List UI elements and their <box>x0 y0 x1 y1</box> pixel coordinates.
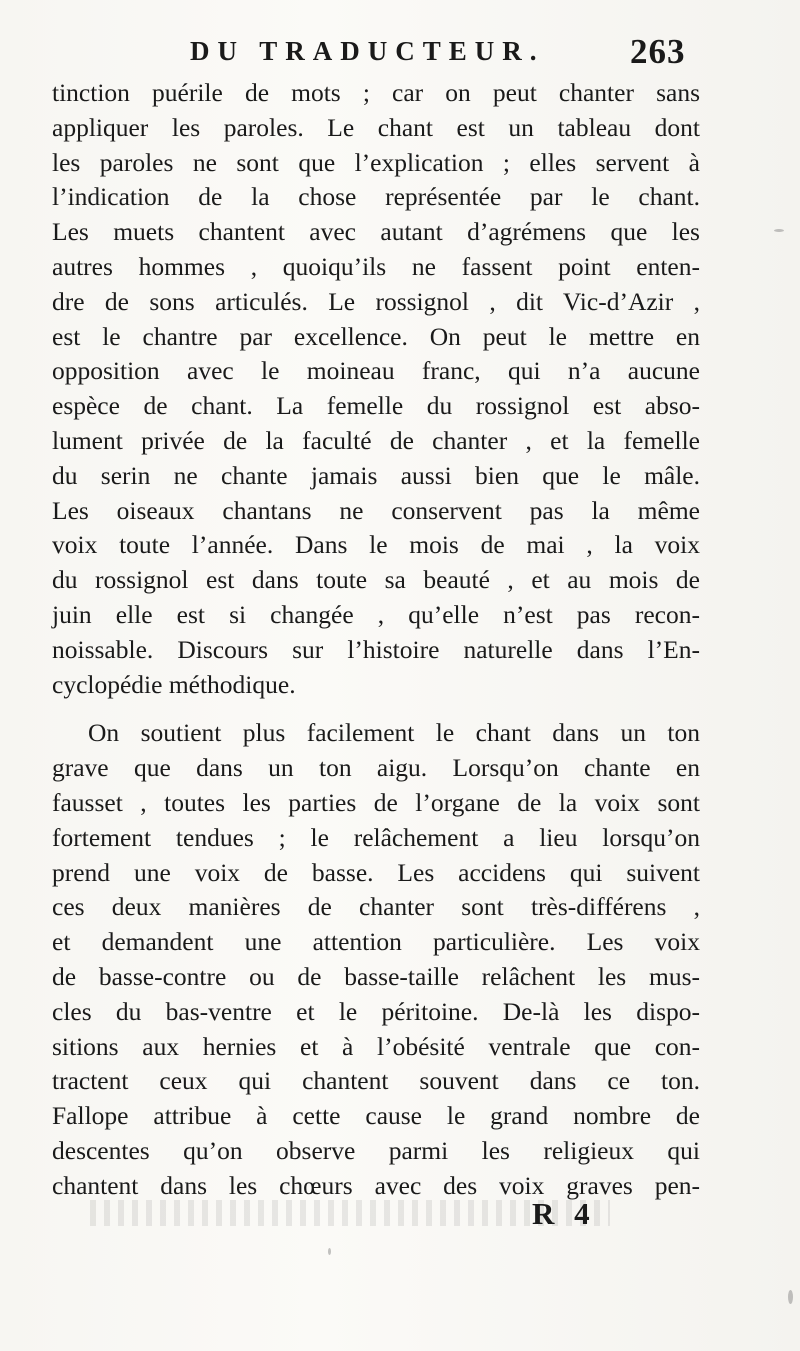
text-line: et demandent une attention particulière. Les voix <box>52 927 700 957</box>
text-line: tractent ceux qui chantent souvent dans ce ton. <box>52 1066 700 1096</box>
text-line: dre de sons articulés. Le rossignol , dit Vic-d’Azir , <box>52 286 700 316</box>
text-line: On soutient plus facilement le chant dans un ton <box>88 718 700 748</box>
text-line: lument privée de la faculté de chanter , et la femelle <box>52 425 700 455</box>
text-line: cles du bas-ventre et le péritoine. De-là les dispo- <box>52 996 700 1026</box>
text-line: de basse-contre ou de basse-taille relâchent les mus- <box>52 961 700 991</box>
text-line: noissable. Discours sur l’histoire naturelle dans l’En- <box>52 634 700 664</box>
page-number: 263 <box>630 32 686 71</box>
text-line: appliquer les paroles. Le chant est un tableau dont <box>52 112 700 142</box>
text-line: voix toute l’année. Dans le mois de mai , la voix <box>52 530 700 560</box>
body-text <box>52 76 700 1204</box>
paragraph-gap <box>52 702 700 716</box>
ink-speck <box>328 1248 331 1255</box>
text-line: sitions aux hernies et à l’obésité ventrale que con- <box>52 1031 700 1061</box>
text-line: descentes qu’on observe parmi les religieux qui <box>52 1135 700 1165</box>
ink-speck <box>774 229 784 232</box>
text-line: les paroles ne sont que l’explication ; elles servent à <box>52 147 700 177</box>
text-line: grave que dans un ton aigu. Lorsqu’on chante en <box>52 753 700 783</box>
text-line: est le chantre par excellence. On peut le mettre en <box>52 321 700 351</box>
text-line: autres hommes , quoiqu’ils ne fassent point enten- <box>52 251 700 281</box>
text-line: tinction puérile de mots ; car on peut chanter sans <box>52 78 700 107</box>
text-line: juin elle est si changée , qu’elle n’est pas recon- <box>52 599 700 629</box>
text-line: opposition avec le moineau franc, qui n’a aucune <box>52 356 700 386</box>
text-line: l’indication de la chose représentée par le chant. <box>52 182 700 212</box>
paragraph <box>52 716 700 1203</box>
signature-mark: R 4 <box>532 1196 596 1231</box>
text-line: Les oiseaux chantans ne conservent pas la même <box>52 495 700 525</box>
paragraph <box>52 76 700 702</box>
text-line: Fallope attribue à cette cause le grand nombre de <box>52 1101 700 1131</box>
text-line: du rossignol est dans toute sa beauté , et au mois de <box>52 565 700 595</box>
text-line: ces deux manières de chanter sont très-différens , <box>52 892 700 922</box>
text-line: fausset , toutes les parties de l’organe de la voix sont <box>52 787 700 817</box>
text-line: chantent dans les chœurs avec des voix graves pen- <box>52 1170 700 1200</box>
text-line: prend une voix de basse. Les accidens qui suivent <box>52 857 700 887</box>
text-line: Les muets chantent avec autant d’agrémens que les <box>52 217 700 247</box>
text-line: du serin ne chante jamais aussi bien que le mâle. <box>52 460 700 490</box>
text-line: espèce de chant. La femelle du rossignol est abso- <box>52 391 700 421</box>
ink-speck <box>788 1290 793 1304</box>
running-head <box>0 30 800 78</box>
running-title: DU TRADUCTEUR. <box>190 36 545 66</box>
text-line: cyclopédie méthodique. <box>52 669 296 699</box>
text-line: fortement tendues ; le relâchement a lieu lorsqu’on <box>52 822 700 852</box>
